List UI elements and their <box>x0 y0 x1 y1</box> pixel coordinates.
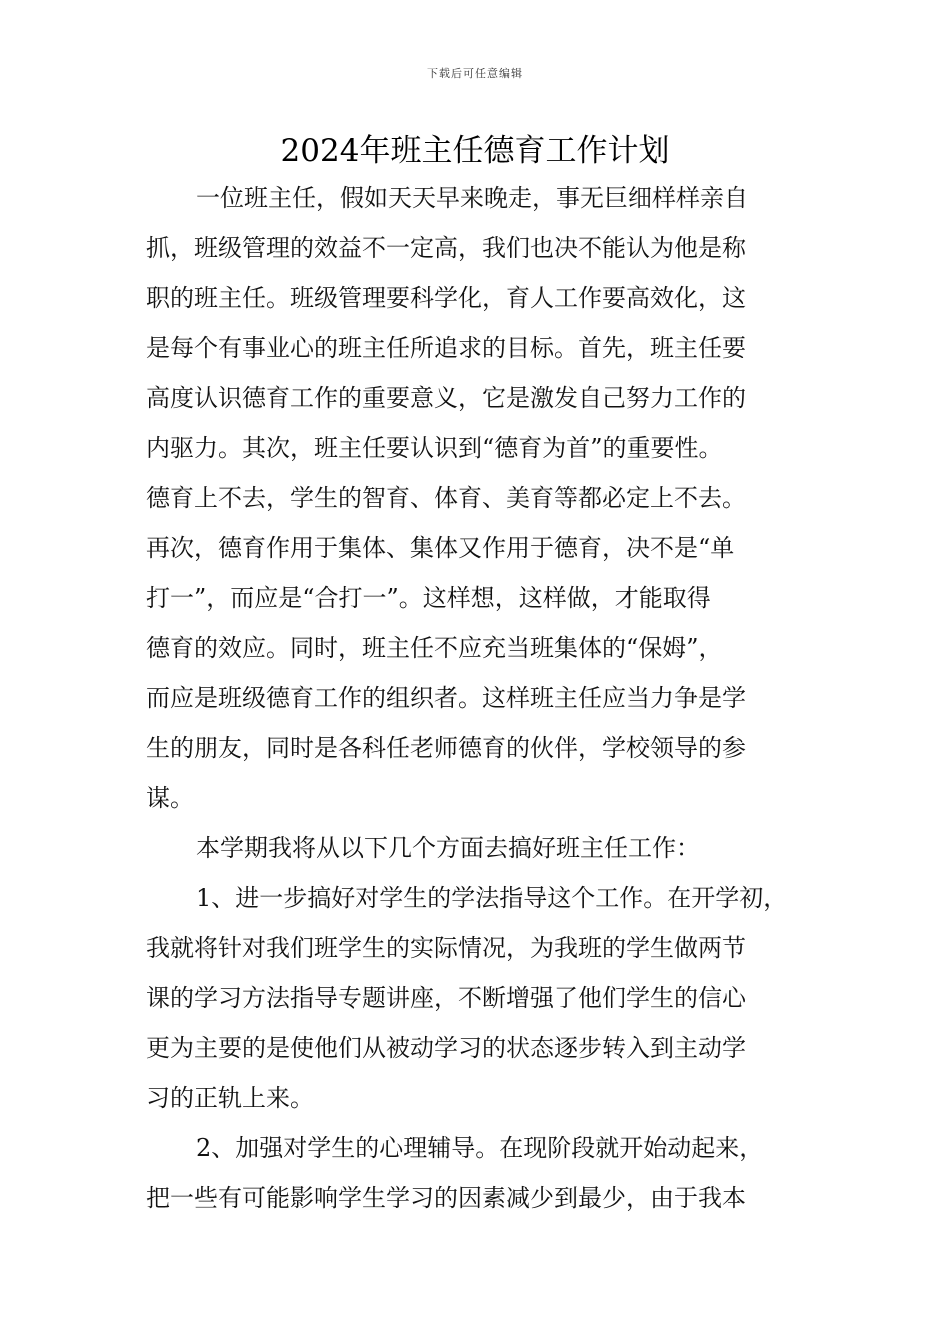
paragraph-line: 打一”，而应是“合打一”。这样想，这样做，才能取得 <box>146 584 711 612</box>
header-note: 下载后可任意编辑 <box>427 67 523 80</box>
paragraph-line: 是每个有事业心的班主任所追求的目标。首先，班主任要 <box>146 334 746 362</box>
document-title: 2024年班主任德育工作计划 <box>280 133 670 169</box>
paragraph-line: 抓，班级管理的效益不一定高，我们也决不能认为他是称 <box>146 234 746 262</box>
paragraph-line: 德育上不去，学生的智育、体育、美育等都必定上不去。 <box>146 484 746 512</box>
paragraph-line: 更为主要的是使他们从被动学习的状态逐步转入到主动学 <box>146 1034 746 1062</box>
paragraph-line: 职的班主任。班级管理要科学化，育人工作要高效化，这 <box>146 284 746 312</box>
paragraph-line: 德育的效应。同时，班主任不应充当班集体的“保姆”， <box>146 634 723 662</box>
paragraph-line: 内驱力。其次，班主任要认识到“德育为首”的重要性。 <box>146 434 723 462</box>
paragraph-line: 谋。 <box>146 784 194 812</box>
paragraph-line: 生的朋友，同时是各科任老师德育的伙伴，学校领导的参 <box>146 734 746 762</box>
paragraph-line: 把一些有可能影响学生学习的因素减少到最少，由于我本 <box>146 1184 746 1212</box>
paragraph-line: 再次，德育作用于集体、集体又作用于德育，决不是“单 <box>146 534 735 562</box>
paragraph-line: 高度认识德育工作的重要意义，它是激发自己努力工作的 <box>146 384 746 412</box>
paragraph-line: 我就将针对我们班学生的实际情况，为我班的学生做两节 <box>146 934 746 962</box>
paragraph-line: 2、加强对学生的心理辅导。在现阶段就开始动起来， <box>196 1134 764 1162</box>
paragraph-line: 本学期我将从以下几个方面去搞好班主任工作： <box>196 834 700 862</box>
paragraph-line: 习的正轨上来。 <box>146 1084 314 1112</box>
paragraph-line: 课的学习方法指导专题讲座，不断增强了他们学生的信心 <box>146 984 746 1012</box>
paragraph-line: 1、进一步搞好对学生的学法指导这个工作。在开学初， <box>196 884 788 912</box>
paragraph-line: 一位班主任，假如天天早来晚走，事无巨细样样亲自 <box>196 184 748 212</box>
paragraph-line: 而应是班级德育工作的组织者。这样班主任应当力争是学 <box>146 684 746 712</box>
